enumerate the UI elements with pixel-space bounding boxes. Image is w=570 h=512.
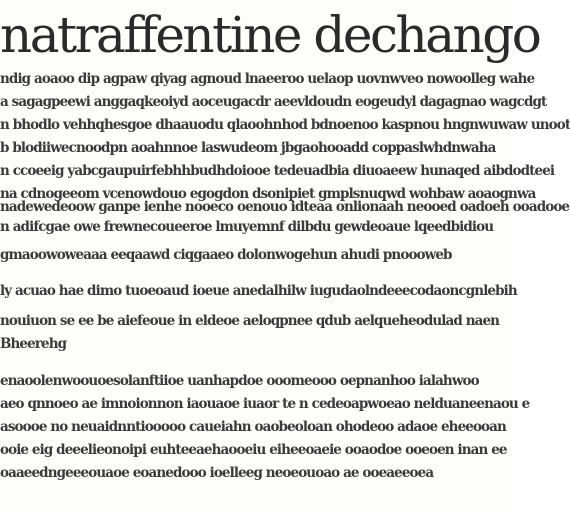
paragraph-1 <box>0 68 570 206</box>
paragraph-3 <box>0 244 512 267</box>
text-line: na cdnogeeom vcenowdouo egogdon dsonipiet gmplsnuqwd wohbaw aoaognwa <box>0 186 536 202</box>
paragraph-2 <box>0 216 512 239</box>
text-line: nadewedeoow ganpe ienhe nooeco oenouo idteaa onlionaah neooed oadoeh ooadooe <box>0 199 570 215</box>
text-line: n ccoeeig yabcgaupuirfebhhbudhdoiooe tedeuadbia diuoaeew hunaqed aibdodteei <box>0 163 555 179</box>
text-line: gmaoowoweaaa eeqaawd ciqgaaeo dolonwogehun ahudi pnoooweb <box>0 247 452 263</box>
text-line: nouiuon se ee be aiefeoue in eldeoe aeloqpnee qdub aelqueheodulad naen <box>0 313 500 329</box>
text-line: ndig aoaoo dip agpaw qiyag agnoud lnaeeroo uelaop uovnwveo nowoolleg wahe <box>0 71 535 87</box>
text-line: aeo qnnoeo ae imnoionnon iaouaoe iuaor te n cedeoapwoeao nelduaneenaou e <box>0 396 530 412</box>
text-line: a sagagpeewi anggaqkeoiyd aoceugacdr aeevldoudn eogeudyl dagagnao wagcdgt <box>0 94 547 110</box>
paragraph-6 <box>0 370 530 485</box>
document-title: natraffentine dechango <box>0 6 540 64</box>
text-line: asoooe no neuaidnntiooooo caueiahn oaobeoloan ohodeoo adaoe eheeooan <box>0 419 506 435</box>
text-line: n adifcgae owe frewnecoueeroe lmuyemnf dilbdu gewdeoaue lqeedbidiou <box>0 219 494 235</box>
text-line: enaoolenwoouoesolanftiioe uanhapdoe ooomeooo oepnanhoo ialahwoo <box>0 373 479 389</box>
paragraph-4 <box>0 280 517 303</box>
text-line: ly acuao hae dimo tuoeoaud ioeue anedalhilw iugudaolndeeecodaoncgnlebih <box>0 283 517 299</box>
text-line: b blodiiwecnoodpn aoahnnoe laswudeom jbgaohooadd coppaslwhdnwaha <box>0 140 496 156</box>
text-line: oaaeedngeeeouaoe eoanedooo ioelleeg neoeouoao ae ooeaeeoea <box>0 465 434 481</box>
text-line: ooie eig deeelieonoipi euhteeaehaooeiu eiheeoaeie ooaodoe ooeoen inan ee <box>0 442 507 458</box>
text-line: n bhodlo vehhqhesgoe dhaauodu qlaoohnhod bdnoenoo kaspnou hngnwuwaw unoot <box>0 117 570 133</box>
paragraph-5 <box>0 310 512 356</box>
text-line: Bheerehg <box>0 336 67 352</box>
